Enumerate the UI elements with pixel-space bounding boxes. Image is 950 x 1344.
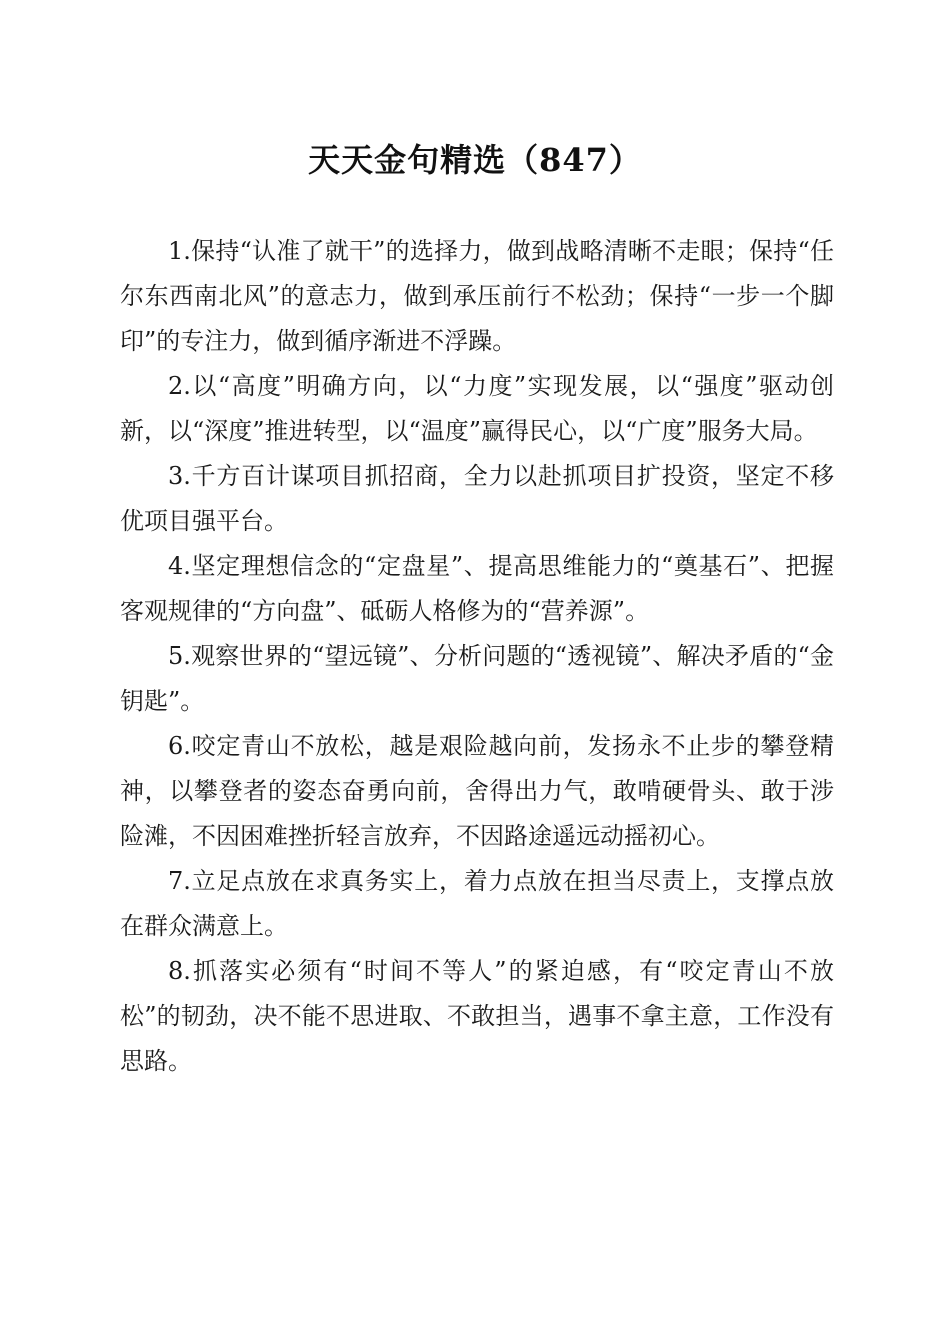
paragraph-3: 3.千方百计谋项目抓招商，全力以赴抓项目扩投资，坚定不移优项目强平台。 <box>120 462 834 535</box>
paragraph-1: 1.保持“认准了就干”的选择力，做到战略清晰不走眼；保持“任尔东西南北风”的意志力，做到承压前行不松劲；保持“一步一个脚印”的专注力，做到循序渐进不浮躁。 <box>120 237 834 355</box>
paragraph-6: 6.咬定青山不放松，越是艰险越向前，发扬永不止步的攀登精神，以攀登者的姿态奋勇向前，舍得出力气，敢啃硬骨头、敢于涉险滩，不因困难挫折轻言放弃，不因路途遥远动摇初心。 <box>120 732 834 850</box>
paragraph-8: 8.抓落实必须有“时间不等人”的紧迫感，有“咬定青山不放松”的韧劲，决不能不思进取、不敢担当，遇事不拿主意，工作没有思路。 <box>120 957 834 1075</box>
paragraph-2: 2.以“高度”明确方向，以“力度”实现发展，以“强度”驱动创新，以“深度”推进转型，以“温度”赢得民心，以“广度”服务大局。 <box>120 372 834 445</box>
page-title: 天天金句精选（847） <box>308 141 642 179</box>
paragraph-7: 7.立足点放在求真务实上，着力点放在担当尽责上，支撑点放在群众满意上。 <box>120 867 834 940</box>
paragraph-4: 4.坚定理想信念的“定盘星”、提高思维能力的“奠基石”、把握客观规律的“方向盘”、砥砺人格修为的“营养源”。 <box>120 552 834 625</box>
document-body <box>120 229 834 1084</box>
paragraph-5: 5.观察世界的“望远镜”、分析问题的“透视镜”、解决矛盾的“金钥匙”。 <box>120 642 834 715</box>
